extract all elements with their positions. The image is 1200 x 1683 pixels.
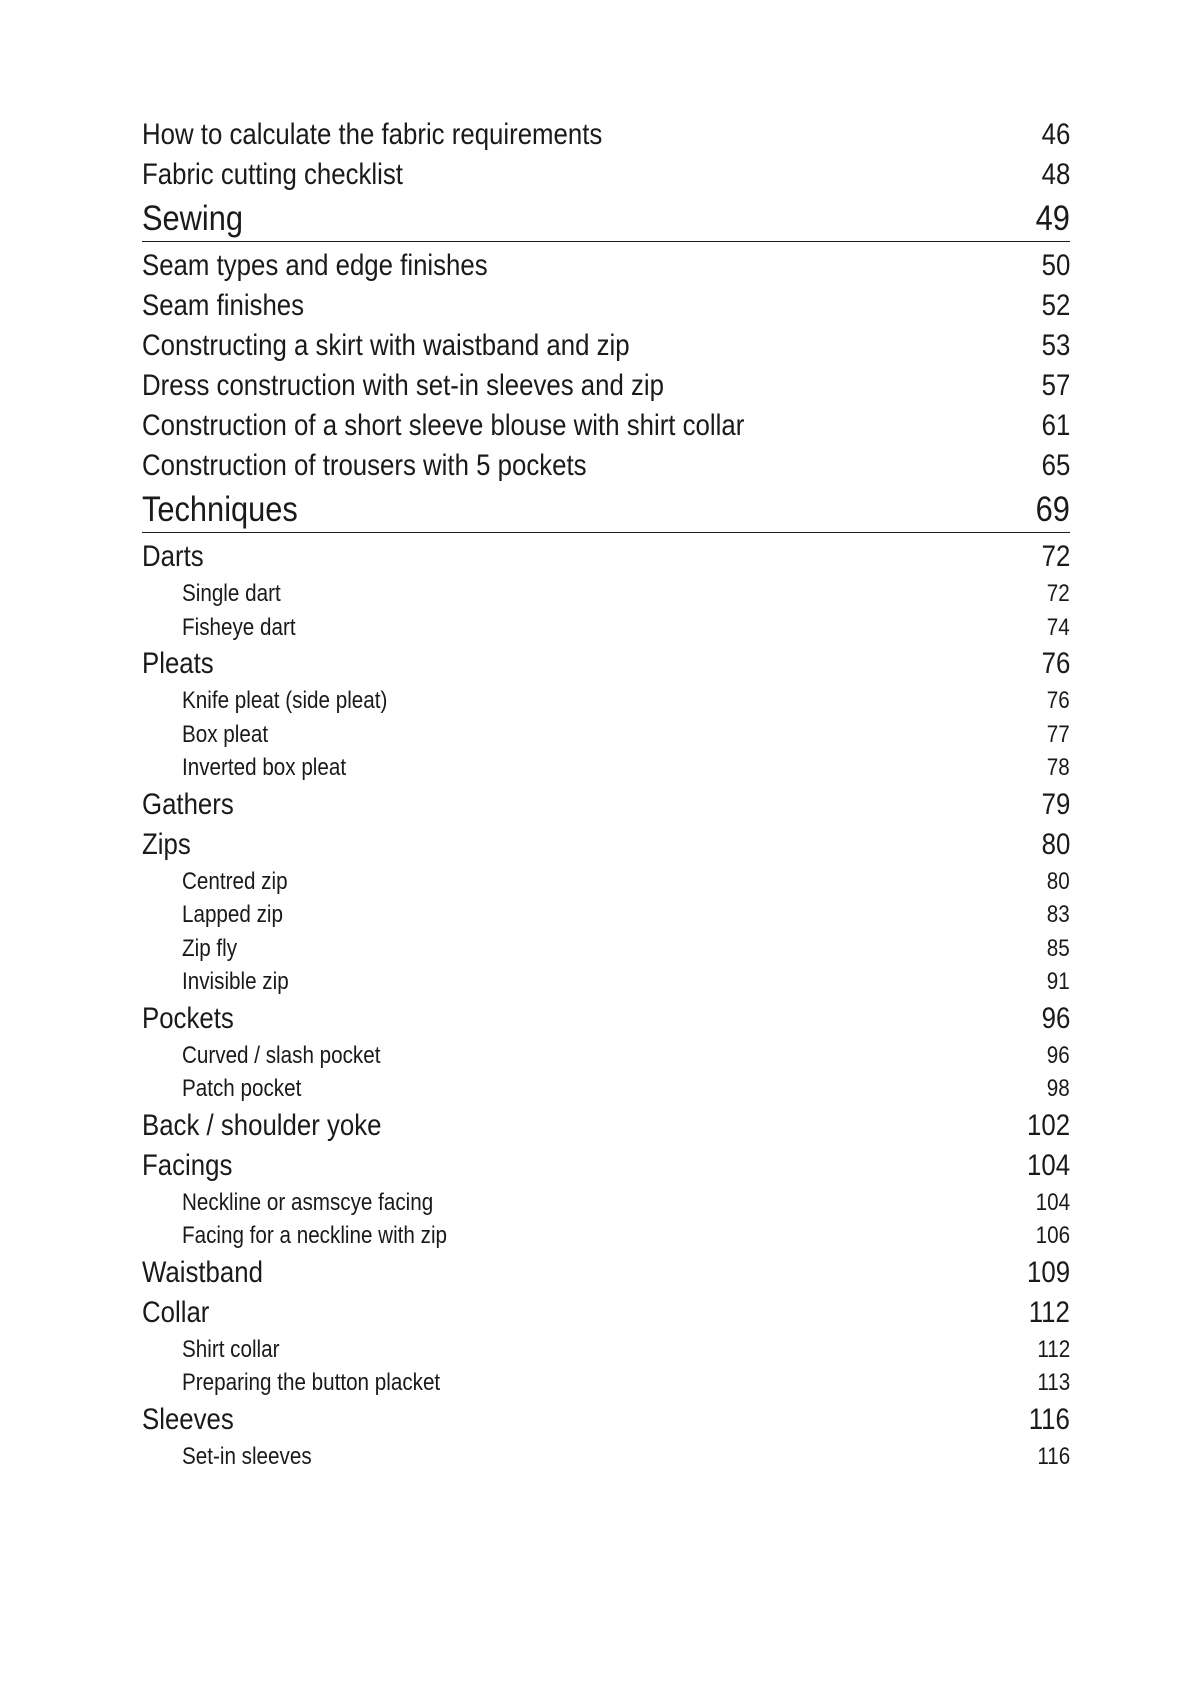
toc-subentry-title: Fisheye dart: [182, 613, 296, 641]
toc-subentry: [142, 611, 1070, 645]
toc-subentry: [142, 965, 1070, 999]
toc-subentry-page: 116: [1037, 1442, 1070, 1470]
toc-subentry-page: 112: [1037, 1335, 1070, 1363]
toc-entry-page: 104: [1026, 1148, 1070, 1182]
toc-entry-page: 65: [1041, 449, 1070, 482]
toc-section-heading: [142, 488, 1070, 533]
toc-entry-title: Sleeves: [142, 1402, 234, 1436]
toc-entry-title: Seam finishes: [142, 289, 305, 322]
toc-section-heading: [142, 197, 1070, 242]
toc-subentry: [142, 1219, 1070, 1253]
toc-section-title: Techniques: [142, 490, 298, 529]
toc-subentry: [142, 1186, 1070, 1220]
toc-subentry-title: Neckline or asmscye facing: [182, 1188, 434, 1216]
toc-subentry-page: 85: [1047, 934, 1070, 962]
toc-subentry-title: Curved / slash pocket: [182, 1041, 381, 1069]
toc-entry: [142, 537, 1070, 577]
toc-subentry-title: Inverted box pleat: [182, 754, 347, 781]
toc-entry: [142, 246, 1070, 286]
toc-entry: [142, 1106, 1070, 1146]
toc-subentry-title: Zip fly: [182, 934, 238, 962]
toc-entry-title: Back / shoulder yoke: [142, 1108, 382, 1142]
toc-entry: [142, 446, 1070, 486]
table-of-contents: [142, 115, 1070, 1473]
toc-subentry-title: Facing for a neckline with zip: [182, 1222, 448, 1249]
toc-entry-page: 96: [1041, 1001, 1070, 1035]
toc-subentry-title: Patch pocket: [182, 1075, 302, 1102]
toc-entry-title: Seam types and edge finishes: [142, 249, 488, 282]
toc-subentry: [142, 865, 1070, 899]
toc-entry-page: 109: [1026, 1255, 1070, 1289]
toc-subentry-page: 78: [1047, 754, 1070, 781]
toc-entry: [142, 785, 1070, 825]
toc-subentry-page: 98: [1047, 1075, 1070, 1102]
toc-section-title: Sewing: [142, 199, 244, 238]
toc-subentry-title: Set-in sleeves: [182, 1442, 312, 1470]
toc-entry-title: Construction of trousers with 5 pockets: [142, 449, 587, 482]
toc-entry-page: 57: [1041, 369, 1070, 402]
toc-entry-page: 112: [1028, 1295, 1070, 1329]
toc-entry-page: 48: [1041, 158, 1070, 191]
toc-entry-page: 116: [1028, 1402, 1070, 1436]
toc-entry: [142, 286, 1070, 326]
toc-subentry: [142, 932, 1070, 966]
toc-entry-title: Constructing a skirt with waistband and zip: [142, 329, 630, 362]
toc-subentry: [142, 1039, 1070, 1073]
toc-entry-page: 72: [1041, 540, 1070, 573]
toc-entry-page: 50: [1041, 249, 1070, 282]
toc-subentry-title: Single dart: [182, 580, 281, 607]
toc-subentry: [142, 1333, 1070, 1367]
toc-entry: [142, 326, 1070, 366]
toc-section-page: 49: [1035, 199, 1070, 238]
toc-subentry-page: 104: [1035, 1188, 1070, 1216]
toc-subentry: [142, 1366, 1070, 1400]
toc-entry-title: Fabric cutting checklist: [142, 158, 403, 191]
toc-subentry-title: Box pleat: [182, 720, 269, 748]
toc-subentry-title: Centred zip: [182, 867, 288, 895]
toc-entry: [142, 1293, 1070, 1333]
toc-subentry: [142, 684, 1070, 718]
toc-entry-title: Pockets: [142, 1001, 234, 1035]
toc-subentry-page: 74: [1047, 613, 1070, 641]
toc-entry: [142, 1253, 1070, 1293]
toc-entry-title: Darts: [142, 540, 204, 573]
toc-entry: [142, 825, 1070, 865]
toc-entry: [142, 1146, 1070, 1186]
toc-subentry: [142, 751, 1070, 785]
toc-subentry-page: 77: [1047, 720, 1070, 748]
toc-entry: [142, 999, 1070, 1039]
toc-entry-page: 53: [1041, 329, 1070, 362]
toc-subentry: [142, 718, 1070, 752]
toc-entry-page: 76: [1041, 647, 1070, 680]
toc-entry-page: 102: [1026, 1108, 1070, 1142]
toc-subentry: [142, 577, 1070, 611]
toc-entry: [142, 155, 1070, 195]
toc-entry-title: Pleats: [142, 647, 214, 680]
toc-entry-title: How to calculate the fabric requirements: [142, 118, 603, 151]
toc-subentry-page: 76: [1047, 687, 1070, 714]
toc-subentry-page: 96: [1047, 1041, 1070, 1069]
toc-entry-page: 61: [1041, 409, 1070, 442]
toc-section-page: 69: [1035, 490, 1070, 529]
toc-subentry: [142, 1072, 1070, 1106]
toc-entry: [142, 406, 1070, 446]
toc-entry-title: Collar: [142, 1295, 210, 1329]
toc-subentry-title: Shirt collar: [182, 1335, 280, 1363]
toc-entry: [142, 644, 1070, 684]
toc-entry-page: 52: [1041, 289, 1070, 322]
toc-entry: [142, 115, 1070, 155]
toc-subentry-page: 91: [1047, 968, 1070, 995]
toc-entry-title: Gathers: [142, 787, 234, 821]
toc-entry-title: Facings: [142, 1148, 233, 1182]
toc-subentry-title: Lapped zip: [182, 901, 283, 928]
toc-subentry-page: 113: [1037, 1369, 1070, 1396]
toc-subentry-title: Invisible zip: [182, 968, 289, 995]
toc-entry-title: Construction of a short sleeve blouse with shirt collar: [142, 409, 745, 442]
toc-entry-title: Waistband: [142, 1255, 263, 1289]
toc-subentry-page: 106: [1035, 1222, 1070, 1249]
toc-subentry-page: 80: [1047, 867, 1070, 895]
toc-entry: [142, 366, 1070, 406]
toc-subentry: [142, 1440, 1070, 1474]
toc-entry-page: 79: [1041, 787, 1070, 821]
toc-entry-page: 46: [1041, 118, 1070, 151]
toc-subentry-title: Knife pleat (side pleat): [182, 687, 388, 714]
toc-entry-page: 80: [1041, 827, 1070, 861]
toc-entry-title: Dress construction with set-in sleeves and zip: [142, 369, 664, 402]
toc-subentry: [142, 898, 1070, 932]
toc-subentry-page: 72: [1047, 580, 1070, 607]
toc-subentry-page: 83: [1047, 901, 1070, 928]
toc-subentry-title: Preparing the button placket: [182, 1369, 441, 1396]
toc-entry: [142, 1400, 1070, 1440]
toc-entry-title: Zips: [142, 827, 191, 861]
